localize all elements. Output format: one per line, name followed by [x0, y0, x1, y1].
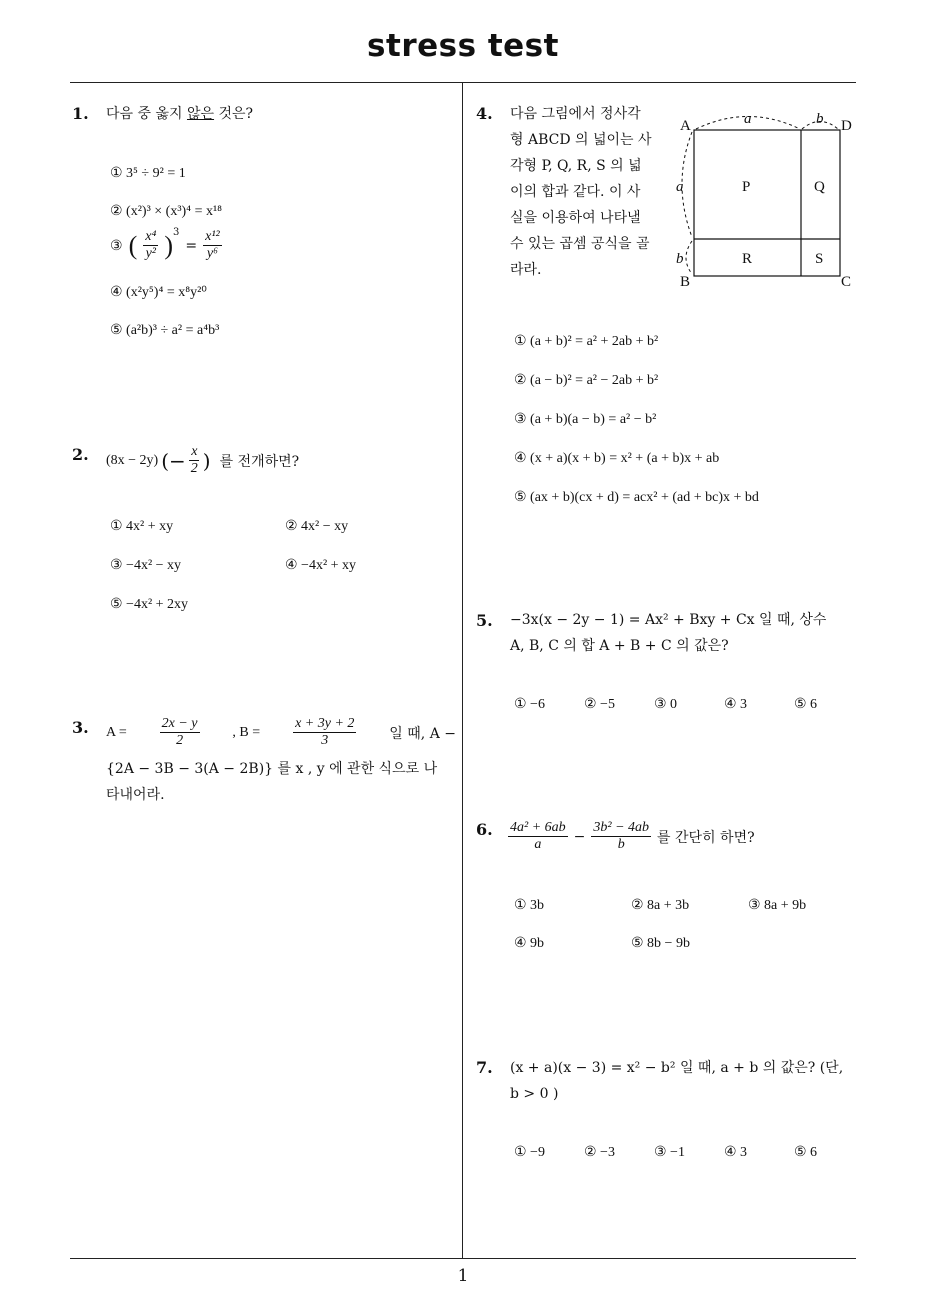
option-4[interactable]: ④ −4x² + xy	[285, 558, 357, 573]
option-2[interactable]: ② 4x² − xy	[285, 519, 349, 534]
option-2[interactable]: ② −5	[584, 697, 615, 712]
fraction-a: $\frac{2x - y}{2}$	[161, 716, 198, 748]
text-underlined: 않은	[186, 106, 215, 122]
option-1[interactable]: ① −9	[514, 1145, 545, 1160]
question-text-line2: A, B, C 의 합 A + B + C 의 값은?	[510, 638, 729, 654]
option-3[interactable]	[110, 229, 222, 262]
equals: =	[185, 237, 198, 254]
exponent: 3	[173, 227, 180, 238]
option-2[interactable]: ② 8a + 3b	[631, 898, 690, 913]
fraction-1: $\frac{\text{4a² + 6ab}}{a}$	[510, 820, 566, 852]
question-text: (8x − 2y) (− $\frac{x}{2}$ ) 를 전개하면?	[106, 444, 300, 476]
label-top-b: b	[816, 111, 824, 127]
option-4[interactable]: ④ 3	[724, 697, 748, 712]
question-number: 2.	[72, 445, 89, 464]
option-1[interactable]: ① −6	[514, 697, 545, 712]
option-3[interactable]: ③ 8a + 9b	[748, 898, 807, 913]
option-3[interactable]: ③ −1	[654, 1145, 685, 1160]
paren-open: (	[128, 230, 138, 260]
bottom-rule	[70, 1258, 856, 1259]
option-4[interactable]: ④ (x + a)(x + b) = x² + (a + b)x + ab	[514, 451, 720, 466]
option-5[interactable]: ⑤ (ax + b)(cx + d) = acx² + (ad + bc)x + bd	[514, 490, 759, 505]
page-title: stress test	[367, 28, 559, 64]
option-3[interactable]: ③ 0	[654, 697, 678, 712]
option-5[interactable]: ⑤ −4x² + 2xy	[110, 597, 189, 612]
question-number: 1.	[72, 104, 89, 123]
option-1[interactable]: ① 3⁵ ÷ 9² = 1	[110, 166, 186, 181]
fraction-2: $\frac{\text{3b² − 4ab}}{b}$	[593, 820, 650, 852]
fraction-b: $\frac{x + 3y + 2}{3}$	[295, 716, 355, 748]
option-2[interactable]: ② −3	[584, 1145, 615, 1160]
option-1[interactable]: ① 4x² + xy	[110, 519, 174, 534]
option-5[interactable]: ⑤ 8b − 9b	[631, 936, 690, 951]
question-text-line2: b > 0 )	[510, 1086, 559, 1102]
paren-close: )	[164, 230, 173, 260]
region-q: Q	[814, 179, 825, 195]
question-text-line1: A = $\frac{2x - y}{2}$ , B = $\frac{x + 3y + 2}{3}$ 일 때, A −	[106, 716, 456, 748]
option-label: ③	[110, 237, 123, 254]
label-left-b: b	[676, 251, 684, 267]
top-rule	[70, 82, 856, 83]
label-d-vertex: D	[841, 118, 852, 134]
option-4[interactable]: ④ 3	[724, 1145, 748, 1160]
option-2[interactable]: ② (a − b)² = a² − 2ab + b²	[514, 373, 659, 388]
question-text: $\frac{\text{4a² + 6ab}}{a}$ − $\frac{\text{3b² − 4ab}}{b}$ 를 간단히 하면?	[510, 820, 755, 852]
fraction: $\frac{x}{2}$	[190, 444, 198, 476]
question-text: 다음 그림에서 정사각 형 ABCD 의 넓이는 사 각형 P, Q, R, S 의 넓 이의 합과 같다. 이 사 실을 이용하여 나타낼 수 있는 곱셈 공식을 골 라라.	[510, 106, 652, 278]
label-b-vertex: B	[680, 274, 691, 290]
fraction: $\frac{\text{x⁴}}{\text{y²}}$	[145, 229, 157, 261]
option-4[interactable]: ④ (x²y⁵)⁴ = x⁸y²⁰	[110, 285, 207, 300]
label-a-vertex: A	[680, 118, 691, 134]
option-5[interactable]: ⑤ 6	[794, 697, 818, 712]
option-4[interactable]: ④ 9b	[514, 936, 545, 951]
option-3[interactable]: ③ (a + b)(a − b) = a² − b²	[514, 412, 657, 427]
region-p: P	[742, 179, 751, 195]
option-2[interactable]: ② (x²)³ × (x³)⁴ = x¹⁸	[110, 204, 223, 219]
square-diagram	[670, 108, 860, 294]
brace-left-a	[682, 132, 692, 237]
text-part: 것은?	[214, 106, 254, 122]
question-text-line2: {2A − 3B − 3(A − 2B)} 를 x , y 에 관한 식으로 나	[106, 761, 438, 777]
option-5[interactable]: ⑤ (a²b)³ ÷ a² = a⁴b³	[110, 323, 220, 338]
question-number: 7.	[476, 1058, 493, 1077]
label-left-a: a	[676, 179, 684, 195]
fraction: $\frac{\text{x¹²}}{\text{y⁶}}$	[205, 229, 220, 261]
question-number: 3.	[72, 718, 89, 737]
question-text-line1: (x + a)(x − 3) = x² − b² 일 때, a + b 의 값은? (단,	[510, 1060, 844, 1076]
question-number: 4.	[476, 104, 493, 123]
option-1[interactable]: ① (a + b)² = a² + 2ab + b²	[514, 334, 659, 349]
label-top-a: a	[744, 111, 752, 127]
text-part: 다음 중 옳지	[106, 106, 187, 122]
region-r: R	[742, 251, 753, 267]
label-c-vertex: C	[841, 274, 852, 290]
option-1[interactable]: ① 3b	[514, 898, 545, 913]
region-s: S	[815, 251, 824, 267]
question-text	[106, 101, 253, 127]
page-number: 1	[457, 1266, 469, 1286]
option-3[interactable]: ③ −4x² − xy	[110, 558, 182, 573]
question-text-line3: 타내어라.	[106, 787, 165, 803]
question-number: 6.	[476, 820, 493, 839]
question-number: 5.	[476, 611, 493, 630]
column-divider	[462, 83, 463, 1259]
option-5[interactable]: ⑤ 6	[794, 1145, 818, 1160]
question-text-line1: −3x(x − 2y − 1) = Ax² + Bxy + Cx 일 때, 상수	[510, 612, 827, 628]
brace-left-b	[686, 241, 692, 274]
